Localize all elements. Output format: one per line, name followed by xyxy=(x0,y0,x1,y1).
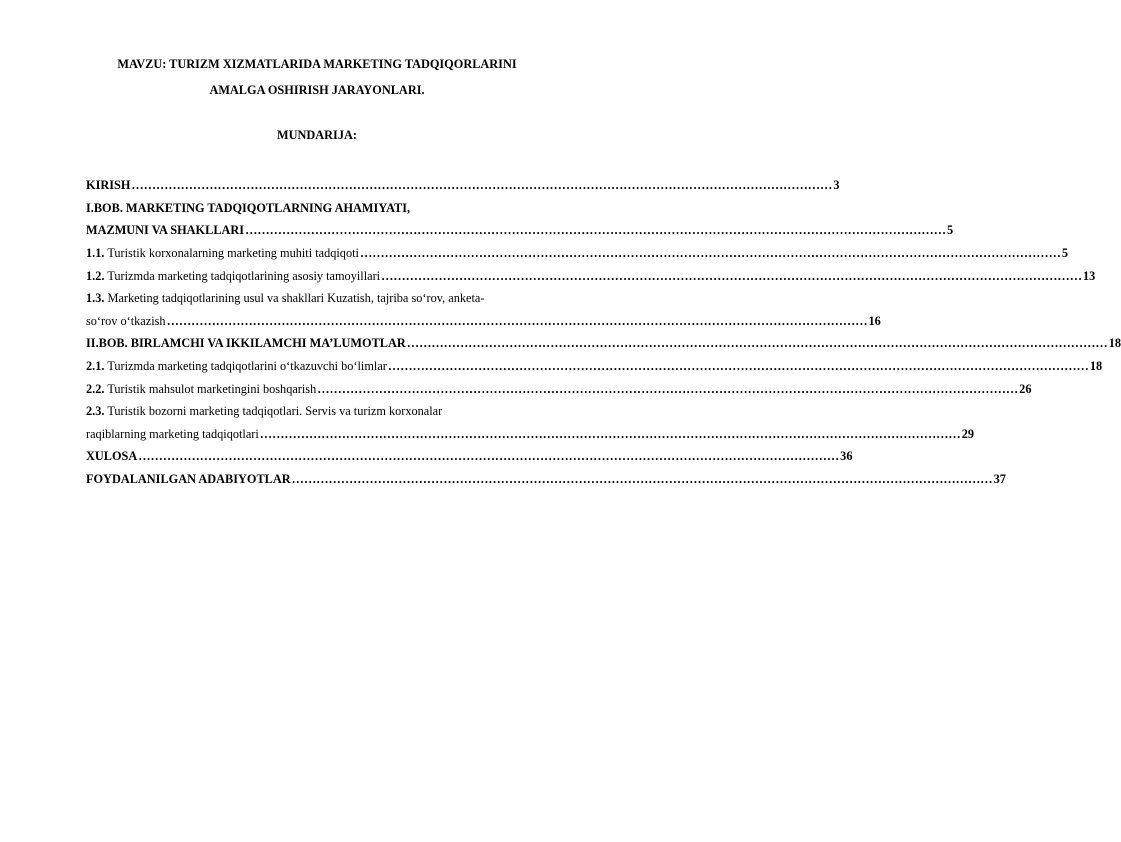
toc-entry[interactable] xyxy=(86,355,1103,378)
toc-entry-number: 2.1. xyxy=(86,359,105,374)
toc-leader-dots: ……………………………………………………………………………………………………………………………………………………… xyxy=(387,359,1089,374)
toc-page-number: 16 xyxy=(868,313,881,328)
toc-page-number: 3 xyxy=(833,178,840,193)
toc-entry-text: KIRISH xyxy=(86,178,131,193)
toc-entry-text: FOYDALANILGAN ADABIYOTLAR xyxy=(86,472,291,487)
toc-entry-label xyxy=(86,404,442,418)
toc-entry[interactable] xyxy=(86,400,548,423)
toc-page-number: 36 xyxy=(840,449,853,464)
toc-page-number: 18 xyxy=(1108,336,1121,351)
toc-entry-label xyxy=(86,382,316,396)
toc-entry[interactable] xyxy=(86,264,1096,287)
toc-leader-dots: ……………………………………………………………………………………………………………………………………………………… xyxy=(406,336,1108,351)
toc-leader-dots: ……………………………………………………………………………………………………………………………………………………… xyxy=(166,313,868,328)
toc-page-number: 5 xyxy=(1061,246,1069,261)
toc-leader-dots: ……………………………………………………………………………………………………………………………………………………… xyxy=(317,381,1019,396)
toc-entry-text: Marketing tadqiqotlarining usul va shakllari Kuzatish, tajriba so‘rov, anketa- xyxy=(107,291,485,306)
toc-page-number: 18 xyxy=(1089,359,1103,374)
toc-entry-label xyxy=(86,291,484,305)
toc-entry[interactable] xyxy=(86,287,548,310)
toc-entry[interactable] xyxy=(86,423,975,446)
toc-entry[interactable] xyxy=(86,310,881,333)
toc-entry-text: Turizmda marketing tadqiqotlarini o‘tkazuvchi bo‘limlar xyxy=(107,359,387,374)
toc-entry-text: Turistik mahsulot marketingini boshqarish xyxy=(107,381,317,396)
toc-entry-number: 2.2. xyxy=(86,381,105,396)
toc-entry-label xyxy=(86,359,387,373)
toc-entry-label xyxy=(86,246,359,260)
toc-page-number: 29 xyxy=(961,426,975,441)
toc-entry[interactable] xyxy=(86,445,853,468)
toc-entry-label xyxy=(86,427,259,441)
toc-leader-dots: ……………………………………………………………………………………………………………………………………………………… xyxy=(359,246,1061,261)
toc-entry-label xyxy=(86,178,130,192)
toc-entry-number: 1.2. xyxy=(86,268,105,283)
toc-entry-label xyxy=(86,314,166,328)
toc-leader-dots: ……………………………………………………………………………………………………………………………………………………… xyxy=(259,426,961,441)
toc-entry-text: XULOSA xyxy=(86,449,138,464)
document-title-line-2: AMALGA OSHIRISH JARAYONLARI. xyxy=(209,83,425,97)
toc-entry-text: so‘rov o‘tkazish xyxy=(86,313,166,328)
toc-entry-text: II.BOB. BIRLAMCHI VA IKKILAMCHI MA’LUMOTLAR xyxy=(86,336,406,351)
toc-entry-label xyxy=(86,223,244,237)
toc-page-number: 37 xyxy=(993,472,1006,487)
toc-page-number: 26 xyxy=(1019,381,1032,396)
toc-entry-label xyxy=(86,449,137,463)
toc-entry[interactable] xyxy=(86,242,1069,265)
toc-entry-number: 1.1. xyxy=(86,246,105,261)
toc-entry[interactable] xyxy=(86,377,1032,400)
toc-leader-dots: ……………………………………………………………………………………………………………………………………………………… xyxy=(245,223,946,238)
toc-entry-text: Turistik bozorni marketing tadqiqotlari. Servis va turizm korxonalar xyxy=(107,404,443,419)
toc-leader-dots: ……………………………………………………………………………………………………………………………………………………… xyxy=(291,472,993,487)
toc-entry-text: I.BOB. MARKETING TADQIQOTLARNING AHAMIYATI, xyxy=(86,200,411,215)
toc-entry-text: MAZMUNI VA SHAKLLARI xyxy=(86,223,245,238)
toc-entry-label xyxy=(86,336,406,350)
toc-entry-label xyxy=(86,269,380,283)
toc-entry-number: 1.3. xyxy=(86,291,105,306)
document-title-line-1: MAVZU: TURIZM XIZMATLARIDA MARKETING TADQIQORLARINI xyxy=(117,57,517,71)
toc-entry[interactable] xyxy=(86,332,1121,355)
toc-page-number: 13 xyxy=(1083,268,1096,283)
toc-entry-text: Turizmda marketing tadqiqotlarining asosiy tamoyillari xyxy=(107,268,381,283)
toc-leader-dots: ……………………………………………………………………………………………………………………………………………………… xyxy=(131,178,833,193)
toc-leader-dots: ……………………………………………………………………………………………………………………………………………………… xyxy=(381,268,1082,283)
table-of-contents xyxy=(86,174,1121,490)
toc-entry[interactable] xyxy=(86,219,954,242)
toc-entry-label xyxy=(86,472,291,486)
toc-entry-label xyxy=(86,201,410,215)
toc-page-number: 5 xyxy=(947,223,954,238)
toc-entry-text: Turistik korxonalarning marketing muhiti tadqiqoti xyxy=(107,246,359,261)
toc-entry[interactable] xyxy=(86,468,1006,491)
toc-entry[interactable] xyxy=(86,174,840,197)
toc-heading: MUNDARIJA: xyxy=(277,128,357,142)
toc-entry-text: raqiblarning marketing tadqiqotlari xyxy=(86,426,259,441)
toc-leader-dots: ……………………………………………………………………………………………………………………………………………………… xyxy=(138,449,840,464)
toc-entry[interactable] xyxy=(86,197,548,220)
toc-entry-number: 2.3. xyxy=(86,404,105,419)
